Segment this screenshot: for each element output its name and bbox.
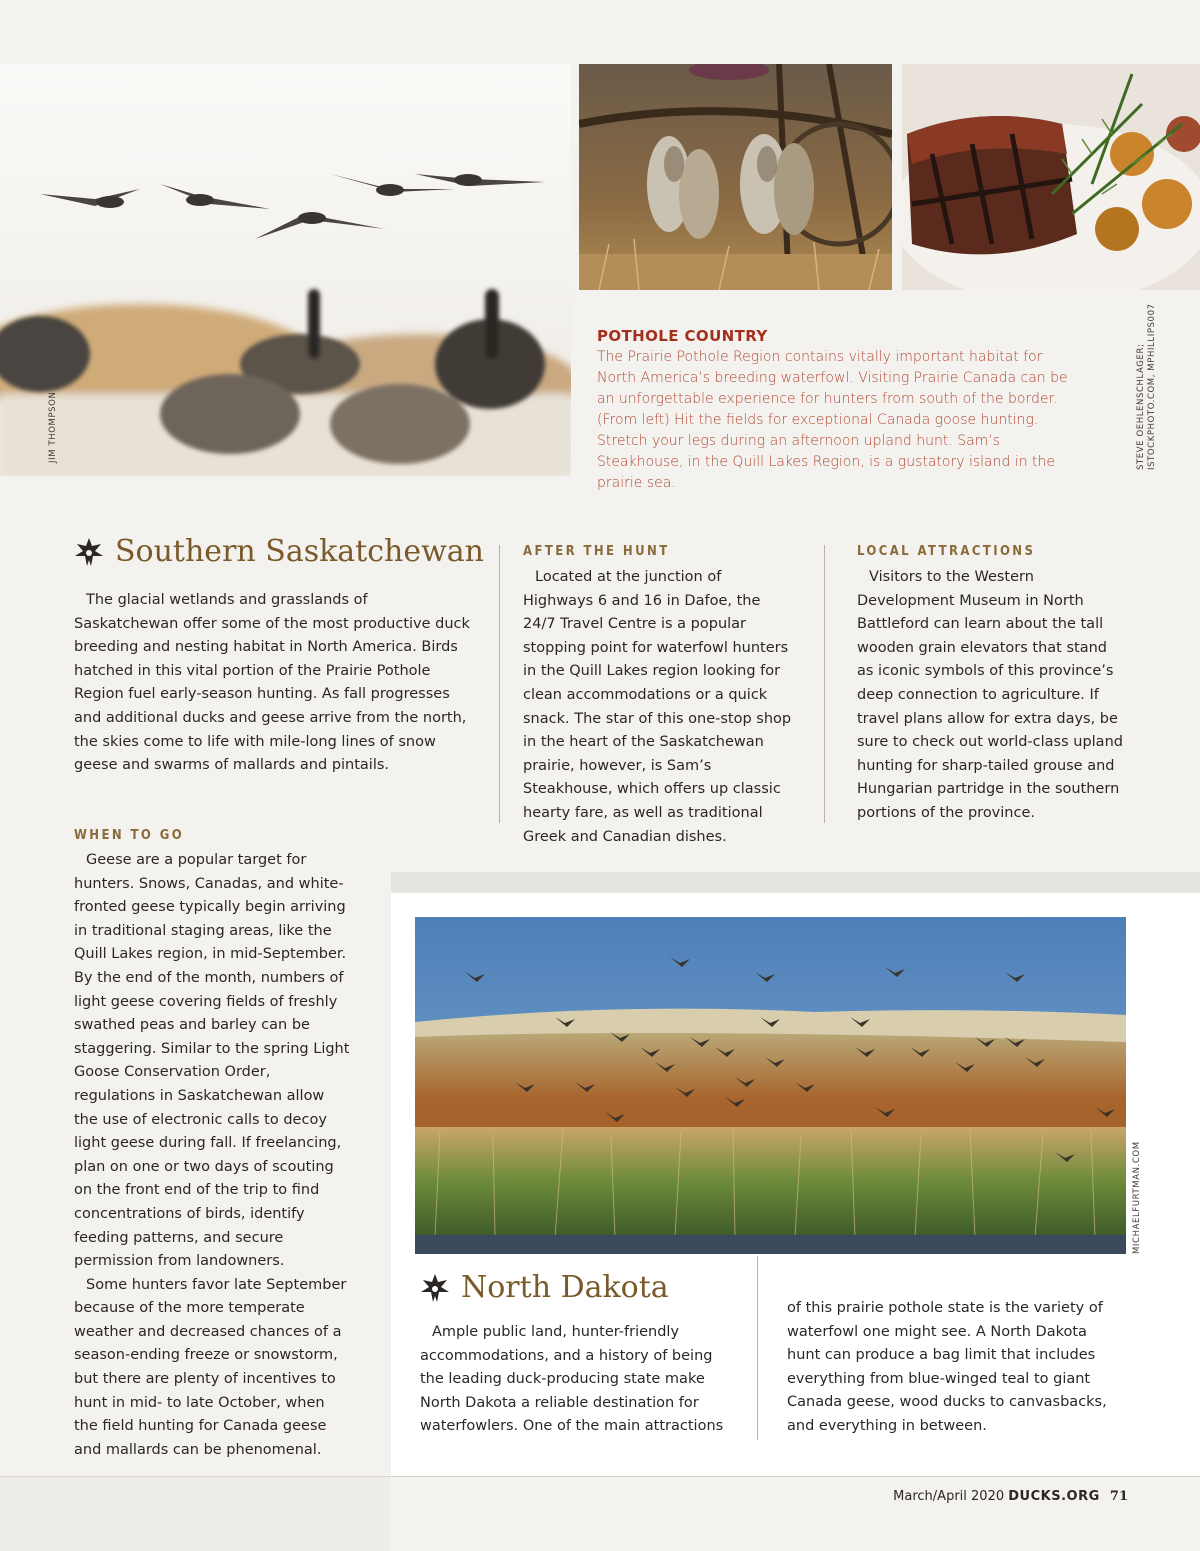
paragraph: Located at the junction of Highways 6 and 16 in Dafoe, the 24/7 Travel Centre is a popular stopping point for waterfowl hunters in the Quill Lakes region looking for clean accommodations or a quick snack. The star of this one-stop shop in the heart of the Saskatchewan prairie, however, is Sam’s Steakhouse, which offers up classic hearty fare, as well as traditional Greek and Canadian dishes. <box>523 569 792 845</box>
local-attractions-heading: LOCAL ATTRACTIONS <box>857 544 1036 559</box>
paragraph: The glacial wetlands and grasslands of Saskatchewan offer some of the most productive duck breeding and nesting habitat in North America. Birds hatched in this vital portion of the Prairie Pothole Region fuel early-season hunting. As fall progresses and additional ducks and geese arrive from the north, the skies come to life with mile-long lines of snow geese and swarms of mallards and pintails. <box>74 592 470 774</box>
page-footer <box>893 1489 1128 1504</box>
photo-credit-geese: JIM THOMPSON <box>48 391 58 463</box>
when-to-go-body <box>74 849 350 1462</box>
column-divider <box>824 545 825 823</box>
section-heading-text: North Dakota <box>461 1270 669 1305</box>
section-heading-saskatchewan <box>73 534 484 569</box>
paragraph: Some hunters favor late September because of the more temperate weather and decreased chances of a season-ending freeze or snowstorm, but there are plenty of incentives to hunt in mid- to late October, when the field hunting for Canada geese and mallards can be phenomenal. <box>74 1276 347 1458</box>
section-heading-north-dakota <box>419 1270 669 1305</box>
when-to-go-heading: WHEN TO GO <box>74 828 185 843</box>
issue-date: March/April 2020 <box>893 1489 1005 1504</box>
column-divider <box>499 545 500 823</box>
north-dakota-col2 <box>787 1297 1107 1439</box>
after-the-hunt-body <box>523 566 795 849</box>
paragraph: Visitors to the Western Development Museum in North Battleford can learn about the tall wooden grain elevators that stand as iconic symbols of this province’s deep connection to agriculture. If travel plans allow for extra days, be sure to check out world-class upland hunting for sharp-tailed grouse and Hungarian partridge in the southern portions of the province. <box>857 569 1123 821</box>
ducks-unlimited-emblem-icon <box>73 536 105 568</box>
photo-credit-top-right <box>1136 303 1158 470</box>
footer-block <box>0 1477 391 1551</box>
caption-title: POTHOLE COUNTRY <box>597 327 768 345</box>
column-divider <box>757 1256 758 1440</box>
section-heading-text: Southern Saskatchewan <box>115 534 484 569</box>
ducks-unlimited-emblem-icon <box>419 1272 451 1304</box>
paragraph: Geese are a popular target for hunters. Snows, Canadas, and white-fronted geese typically begin arriving in traditional staging areas, like the Quill Lakes region, in mid-September. By the end of the month, numbers of light geese covering fields of freshly swathed peas and barley can be staggering. Similar to the spring Light Goose Conservation Order, regulations in Saskatchewan allow the use of electronic calls to decoy light geese during fall. If freelancing, plan on one or two days of scouting on the front end of the trip to find concentrations of birds, identify feeding patterns, and secure permission from landowners. <box>74 852 350 1270</box>
paragraph: Ample public land, hunter-friendly accommodations, and a history of being the leading duck-producing state make North Dakota a reliable destination for waterfowlers. One of the main attractions <box>420 1324 724 1435</box>
panel-top-band <box>391 872 1200 893</box>
paragraph: of this prairie pothole state is the variety of waterfowl one might see. A North Dakota hunt can produce a bag limit that includes everything from blue-winged teal to giant Canada geese, wood ducks to canvasbacks, and everything in between. <box>787 1300 1107 1434</box>
photo-hanging-grouse <box>579 64 892 290</box>
photo-credit-line: STEVE OEHLENSCHLAGER; <box>1136 343 1146 470</box>
page-number: 71 <box>1109 1489 1128 1504</box>
saskatchewan-intro <box>74 589 472 778</box>
photo-geese-field <box>0 64 571 476</box>
after-the-hunt-heading: AFTER THE HUNT <box>523 544 670 559</box>
photo-credit-line: ISTOCKPHOTO.COM, MPHILLIPS007 <box>1147 303 1157 470</box>
caption-body: The Prairie Pothole Region contains vitally important habitat for North America’s breeding waterfowl. Visiting Prairie Canada can be an unforgettable experience for hunters from south of the border. (From left) Hit the fields for exceptional Canada goose hunting. Stretch your legs during an afternoon upland hunt. Sam’s Steakhouse, in the Quill Lakes Region, is a gustatory island in the prairie sea. <box>597 349 1068 491</box>
photo-ducks-flying-over-marsh <box>415 917 1126 1254</box>
north-dakota-col1 <box>420 1321 728 1439</box>
site-link[interactable]: DUCKS.ORG <box>1008 1489 1100 1504</box>
local-attractions-body <box>857 566 1125 826</box>
photo-steak-dinner <box>902 64 1200 290</box>
photo-credit-ducks: MICHAELFURTMAN.COM <box>1132 1141 1142 1254</box>
